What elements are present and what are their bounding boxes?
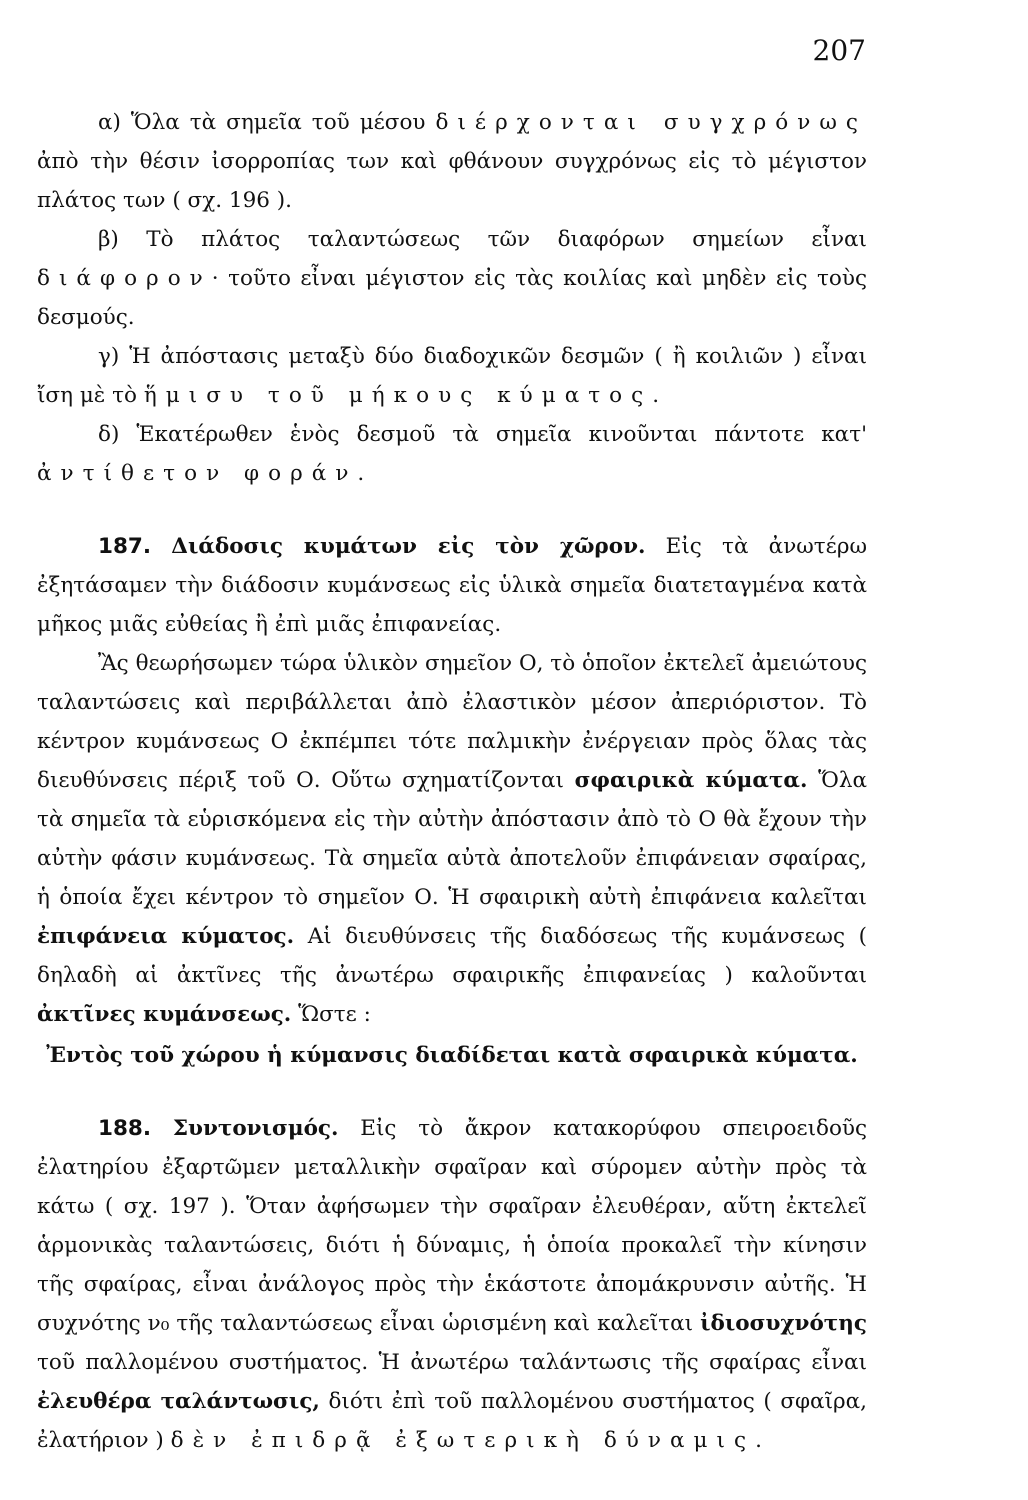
paragraph-alpha bbox=[37, 103, 867, 220]
text-run: γ) Ἡ ἀπόστασις μεταξὺ δύο διαδοχικῶν δεσμῶν ( ἢ κοιλιῶν ) εἶναι ἴση μὲ τὸ bbox=[37, 344, 867, 408]
text-run: Ἂς θεωρήσωμεν τώρα ὑλικὸν σημεῖον Ο, τὸ ὁποῖον ἐκτελεῖ ἀμειώτους ταλαντώσεις καὶ περιβάλλεται ἀπὸ ἐλαστικὸν μέσον ἀπεριόριστον. Τὸ κέντρον κυμάνσεως Ο ἐκπέμπει τότε παλμικὴν ἐνέργειαν πρὸς ὅλας τὰς διευθύνσεις πέριξ τοῦ Ο. Οὕτω σχηματίζονται bbox=[37, 651, 867, 793]
text-run: β) Τὸ πλάτος ταλαντώσεως τῶν διαφόρων σημείων εἶναι bbox=[98, 227, 867, 252]
bold-term: σφαιρικὰ κύματα. bbox=[574, 768, 808, 793]
bold-term: ἐπιφάνεια κύματος. bbox=[37, 924, 295, 949]
section-title: Συντονισμός. bbox=[172, 1116, 339, 1141]
section-187-body bbox=[37, 644, 867, 1034]
text-run: Ὥστε : bbox=[291, 1002, 371, 1027]
text-run: Αἱ διευθύνσεις τῆς διαδόσεως τῆς κυμάνσεως ( δηλαδὴ αἱ ἀκτῖνες τῆς ἀνωτέρω σφαιρικῆς ἐπιφανείας ) καλοῦνται bbox=[37, 924, 867, 988]
text-run: Εἰς τὸ ἄκρον κατακορύφου σπειροειδοῦς ἐλατηρίου ἐξαρτῶμεν μεταλλικὴν σφαῖραν καὶ σύρομεν αὐτὴν πρὸς τὰ κάτω ( σχ. 197 ). Ὅταν ἀφήσωμεν τὴν σφαῖραν ἐλευθέραν, αὕτη ἐκτελεῖ ἁρμονικὰς ταλαντώσεις, διότι ἡ δύναμις, ἡ ὁποία προκαλεῖ τὴν κίνησιν τῆς σφαίρας, εἶναι ἀνάλογος πρὸς τὴν ἑκάστοτε ἀπομάκρυνσιν αὐτῆς. Ἡ συχνότης ν₀ τῆς ταλαντώσεως εἶναι ὡρισμένη καὶ καλεῖται bbox=[37, 1116, 868, 1336]
spaced-emphasis: διάφορον bbox=[37, 266, 212, 291]
section-title: Διάδοσις κυμάτων εἰς τὸν χῶρον. bbox=[171, 534, 646, 559]
text-run: δ) Ἑκατέρωθεν ἑνὸς δεσμοῦ τὰ σημεῖα κινοῦνται πάντοτε κατ' bbox=[98, 422, 867, 447]
bold-term: ἀκτῖνες κυμάνσεως. bbox=[37, 1002, 292, 1027]
spaced-emphasis: ἀντίθετον φοράν bbox=[37, 461, 358, 486]
section-number: 187. bbox=[98, 534, 152, 559]
text-run: . bbox=[652, 383, 660, 408]
text-run: διότι ἐπὶ τοῦ παλλομένου συστήματος ( σφαῖρα, ἐλατήριον ) bbox=[37, 1389, 867, 1453]
text-run: τοῦ παλλομένου συστήματος. Ἡ ἀνωτέρω ταλάντωσις τῆς σφαίρας εἶναι bbox=[37, 1350, 867, 1375]
bold-term: ἐλευθέρα ταλάντωσις, bbox=[37, 1389, 320, 1414]
text-run: Ὅλα τὰ σημεῖα τὰ εὑρισκόμενα εἰς τὴν αὐτὴν ἀπόστασιν ἀπὸ τὸ Ο θὰ ἔχουν τὴν αὐτὴν φάσιν κυμάνσεως. Τὰ σημεῖα αὐτὰ ἀποτελοῦν ἐπιφάνειαν σφαίρας, ἡ ὁποία ἔχει κέντρον τὸ σημεῖον Ο. Ἡ σφαιρικὴ αὐτὴ ἐπιφάνεια καλεῖται bbox=[37, 768, 867, 910]
text-run: Εἰς τὰ ἀνωτέρω ἐξητάσαμεν τὴν διάδοσιν κυμάνσεως εἰς ὑλικὰ σημεῖα διατεταγμένα κατὰ μῆκος μιᾶς εὐθείας ἢ ἐπὶ μιᾶς ἐπιφανείας. bbox=[37, 534, 867, 637]
text-run: . bbox=[755, 1428, 762, 1453]
spaced-emphasis: ἥμισυ τοῦ μήκους κύματος bbox=[143, 383, 653, 408]
spaced-emphasis: δὲν ἐπιδρᾷ ἐξωτερικὴ δύναμις bbox=[170, 1428, 756, 1453]
section-187-conclusion: Ἐντὸς τοῦ χώρου ἡ κύμανσις διαδίδεται κατὰ σφαιρικὰ κύματα. bbox=[46, 1043, 858, 1068]
text-run: ἀπὸ τὴν θέσιν ἰσορροπίας των καὶ φθάνουν συγχρόνως εἰς τὸ μέγιστον πλάτος των ( σχ. 196 ). bbox=[37, 149, 867, 213]
bold-term: ἰδιοσυχνότης bbox=[700, 1311, 867, 1336]
section-188-body bbox=[37, 1109, 867, 1460]
page-number: 207 bbox=[812, 34, 866, 67]
page-body bbox=[37, 103, 867, 1460]
text-run: · τοῦτο εἶναι μέγιστον εἰς τὰς κοιλίας καὶ μηδὲν εἰς τοὺς δεσμούς. bbox=[37, 266, 867, 330]
paragraph-gamma bbox=[37, 337, 867, 415]
paragraph-beta bbox=[37, 220, 867, 337]
spaced-emphasis: διέρχονται συγχρόνως bbox=[435, 110, 867, 135]
section-number: 188. bbox=[98, 1116, 152, 1141]
text-run: . bbox=[357, 461, 365, 486]
paragraph-delta bbox=[37, 415, 867, 493]
text-run: α) Ὅλα τὰ σημεῖα τοῦ μέσου bbox=[98, 110, 436, 135]
section-187-intro bbox=[37, 527, 867, 644]
